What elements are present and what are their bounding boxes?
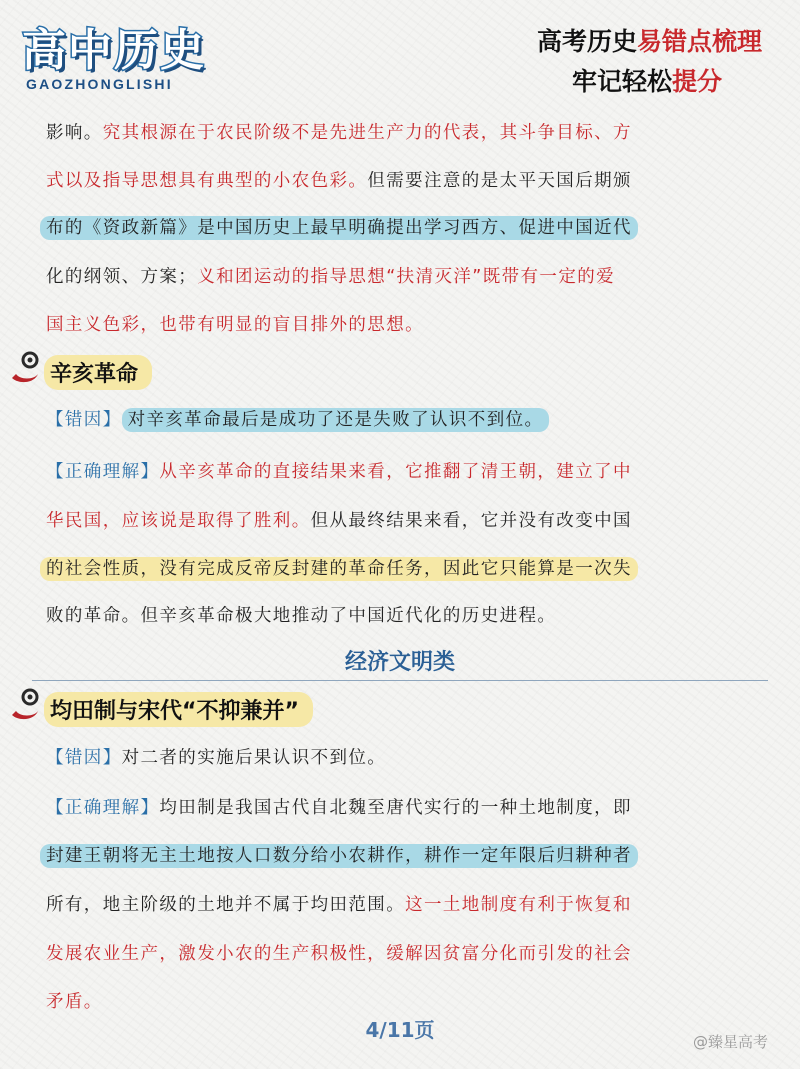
brand-subtitle: GAOZHONGLISHI bbox=[26, 76, 173, 92]
ink-emblem-icon bbox=[8, 348, 42, 388]
s1-answer-4: 败的革命。但辛亥革命极大地推动了中国近代化的历史进程。 bbox=[46, 606, 557, 626]
s2-answer-2: 封建王朝将无主土地按人口数分给小农耕作，耕作一定年限后归耕种者 bbox=[40, 842, 638, 867]
tagline-line2: 牢记轻松提分 bbox=[571, 67, 722, 96]
intro-line-2: 式以及指导思想具有典型的小农色彩。但需要注意的是太平天国后期颁 bbox=[46, 171, 632, 191]
s1-answer-3: 的社会性质，没有完成反帝反封建的革命任务，因此它只能算是一次失 bbox=[40, 555, 638, 580]
s2-answer-3: 所有，地主阶级的土地并不属于均田范围。这一土地制度有利于恢复和 bbox=[46, 895, 632, 915]
divider bbox=[32, 680, 768, 681]
watermark: @臻星高考 bbox=[692, 1033, 768, 1051]
intro-line-3: 布的《资政新篇》是中国历史上最早明确提出学习西方、促进中国近代 bbox=[40, 214, 638, 239]
section-title-juntian: 均田制与宋代“不抑兼并” bbox=[44, 692, 313, 727]
section-title-xinhai: 辛亥革命 bbox=[44, 355, 152, 390]
category-heading: 经济文明类 bbox=[344, 650, 455, 675]
s2-answer-5: 矛盾。 bbox=[46, 992, 103, 1012]
s1-answer-1: 【正确理解】从辛亥革命的直接结果来看，它推翻了清王朝，建立了中 bbox=[46, 462, 632, 482]
intro-line-5: 国主义色彩，也带有明显的盲目排外的思想。 bbox=[46, 315, 424, 335]
page-number: 4/11页 bbox=[365, 1018, 435, 1042]
s2-answer-1: 【正确理解】均田制是我国古代自北魏至唐代实行的一种土地制度，即 bbox=[46, 798, 632, 818]
tagline-line1: 高考历史易错点梳理 bbox=[536, 27, 762, 56]
ink-emblem-icon bbox=[8, 685, 42, 725]
brand-title: 高中历史 bbox=[22, 25, 206, 76]
intro-line-1: 影响。究其根源在于农民阶级不是先进生产力的代表，其斗争目标、方 bbox=[46, 123, 632, 143]
s2-cause: 【错因】对二者的实施后果认识不到位。 bbox=[46, 748, 387, 768]
s2-answer-4: 发展农业生产，激发小农的生产积极性，缓解因贫富分化而引发的社会 bbox=[46, 944, 632, 964]
header-tagline bbox=[537, 22, 762, 102]
intro-line-4: 化的纲领、方案；义和团运动的指导思想“扶清灭洋”既带有一定的爱 bbox=[46, 267, 616, 287]
s1-cause: 【错因】 对辛亥革命最后是成功了还是失败了认识不到位。 bbox=[46, 406, 549, 431]
s1-answer-2: 华民国，应该说是取得了胜利。但从最终结果来看，它并没有改变中国 bbox=[46, 511, 632, 531]
